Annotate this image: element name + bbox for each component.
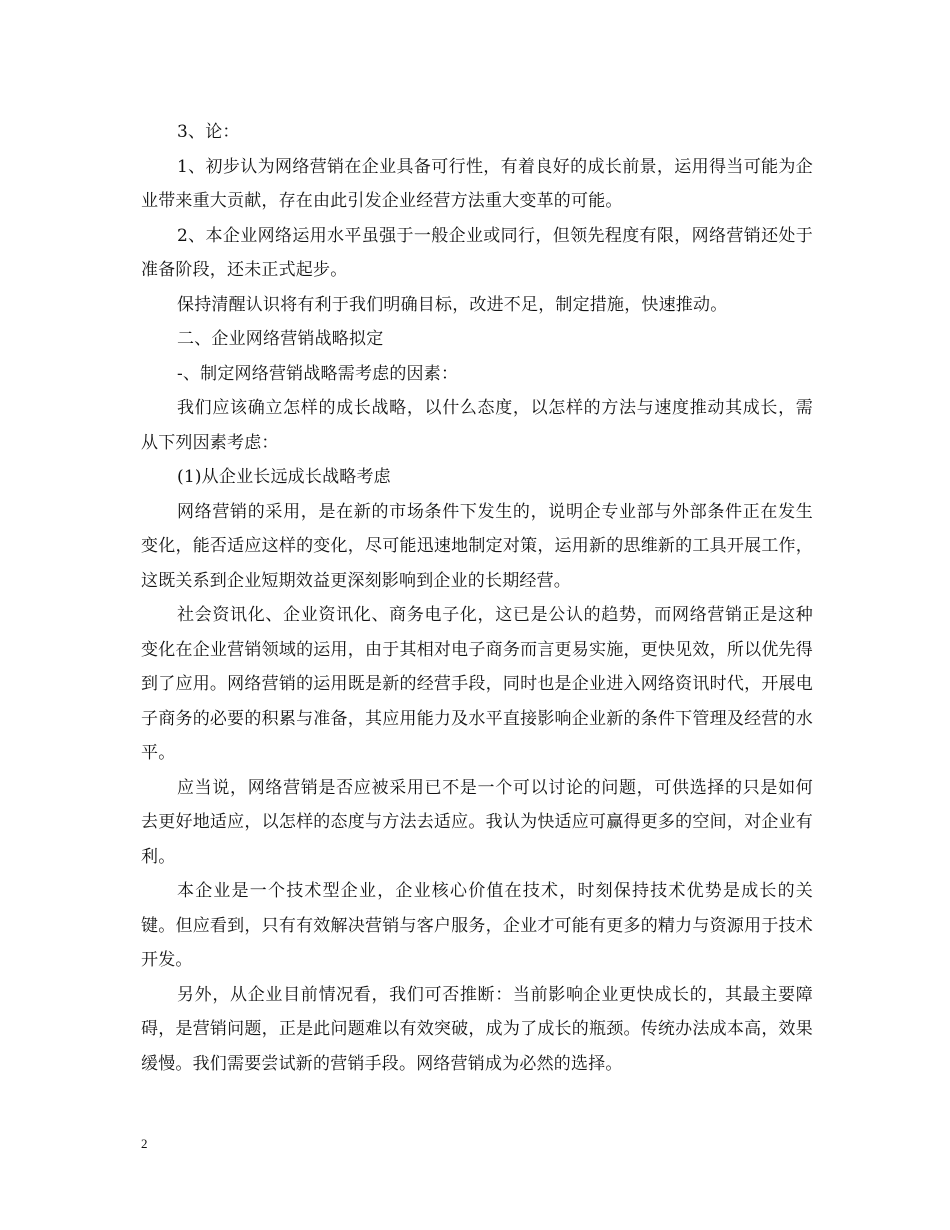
document-body — [141, 115, 813, 1081]
paragraph-bottleneck: 另外，从企业目前情况看，我们可否推断：当前影响企业更快成长的，其最主要障碍，是营销问题，正是此问题难以有效突破，成为了成长的瓶颈。传统办法成本高，效果缓慢。我们需要尝试新的营销手段。网络营销成为必然的选择。 — [141, 984, 813, 1074]
page-number: 2 — [141, 1136, 148, 1151]
subsection-heading-long-term: (1)从企业长远成长战略考虑 — [177, 467, 391, 487]
paragraph-informatization: 社会资讯化、企业资讯化、商务电子化，这已是公认的趋势，而网络营销正是这种变化在企业营销领域的运用，由于其相对电子商务而言更易实施，更快见效，所以优先得到了应用。网络营销的运用既是新的经营手段，同时也是企业进入网络资讯时代，开展电子商务的必要的积累与准备，其应用能力及水平直接影响企业新的条件下管理及经营的水平。 — [141, 605, 813, 763]
paragraph-market-conditions: 网络营销的采用，是在新的市场条件下发生的，说明企专业部与外部条件正在发生变化，能否适应这样的变化，尽可能迅速地制定对策，运用新的思维新的工具开展工作，这既关系到企业短期效益更深刻影响到企业的长期经营。 — [141, 501, 813, 591]
paragraph-conclusion-1: 1、初步认为网络营销在企业具备可行性，有着良好的成长前景，运用得当可能为企业带来重大贡献，存在由此引发企业经营方法重大变革的可能。 — [141, 156, 813, 211]
subsection-heading-factors: -、制定网络营销战略需考虑的因素： — [177, 363, 459, 384]
paragraph-should-adopt: 应当说，网络营销是否应被采用已不是一个可以讨论的问题，可供选择的只是如何去更好地适应，以怎样的态度与方法去适应。我认为快适应可赢得更多的空间，对企业有利。 — [141, 777, 813, 867]
section-heading-strategy: 二、企业网络营销战略拟定 — [177, 329, 384, 349]
paragraph-keep-clear: 保持清醒认识将有利于我们明确目标，改进不足，制定措施，快速推动。 — [177, 294, 728, 315]
paragraph-tech-enterprise: 本企业是一个技术型企业，企业核心价值在技术，时刻保持技术优势是成长的关键。但应看到，只有有效解决营销与客户服务，企业才可能有更多的精力与资源用于技术开发。 — [141, 881, 813, 970]
paragraph-strategy-question: 我们应该确立怎样的成长战略，以什么态度，以怎样的方法与速度推动其成长，需从下列因素考虑： — [141, 398, 813, 453]
paragraph-conclusion-heading: 3、论： — [177, 122, 240, 142]
paragraph-conclusion-2: 2、本企业网络运用水平虽强于一般企业或同行，但领先程度有限，网络营销还处于准备阶段，还未正式起步。 — [141, 225, 813, 280]
